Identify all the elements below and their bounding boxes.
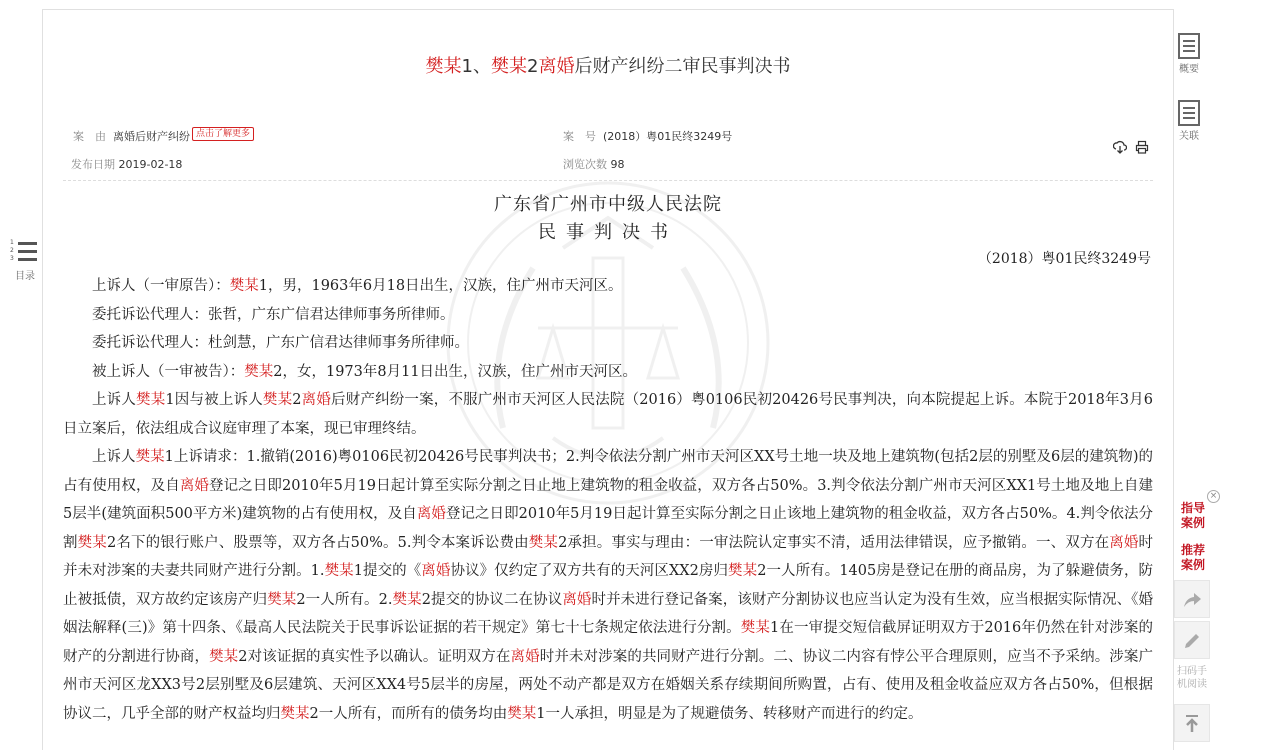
- case-number-label: 案 号: [563, 130, 596, 143]
- learn-more-button[interactable]: 点击了解更多: [192, 127, 254, 141]
- view-count: [563, 156, 625, 172]
- highlight-term: 离婚: [562, 591, 592, 608]
- highlight-term: 樊某: [209, 648, 239, 665]
- highlight-term: 离婚: [301, 392, 332, 408]
- toc-toggle[interactable]: [10, 239, 40, 282]
- back-to-top-button[interactable]: [1174, 704, 1210, 742]
- meta-divider: [63, 180, 1153, 181]
- judgment-body: [63, 272, 1153, 728]
- paragraph-p5: [63, 386, 1153, 443]
- toc-label: 目录: [15, 271, 35, 282]
- text-segment: 登记之日即2010年5月19日起计算至实际分割之日止该地上建筑物的租金收益，双方各占50%。4.判令依法分割: [63, 506, 1154, 551]
- text-segment: 委托诉讼代理人：张哲，广东广信君达律师事务所律师。: [92, 306, 455, 323]
- case-number: [563, 128, 732, 144]
- document-title: 樊某1、樊某2离婚后财产纠纷二审民事判决书: [425, 56, 791, 77]
- document-icon: [1178, 33, 1200, 59]
- case-number-value: (2018）粤01民终3249号: [603, 130, 733, 143]
- highlight-term: 樊某: [324, 563, 354, 579]
- recommended-cases-link[interactable]: 推荐案例: [1180, 543, 1205, 572]
- document-type: 民事判决书: [538, 222, 678, 243]
- highlight-term: 樊某: [392, 591, 422, 608]
- publish-date-value: 2019-02-18: [118, 158, 183, 171]
- view-count-value: 98: [610, 158, 625, 171]
- text-segment: 上诉人: [92, 392, 137, 408]
- edit-button[interactable]: [1174, 621, 1210, 659]
- text-segment: 2对该证据的真实性予以确认。证明双方在: [238, 648, 511, 665]
- paragraph-p3: [63, 329, 1153, 358]
- text-segment: 2一人所有，而所有的债务均由: [309, 705, 508, 722]
- share-icon: [1181, 589, 1203, 611]
- highlight-term: 樊某: [728, 563, 758, 579]
- text-segment: 2一人所有。1405房是登记在册的商品房，为了躲避债务，防止被抵债，双方故约定该房产归: [63, 563, 1154, 608]
- print-icon[interactable]: [1135, 143, 1149, 158]
- text-segment: 上诉人（一审原告）：: [92, 278, 230, 294]
- highlight-term: 离婚: [416, 506, 446, 522]
- text-segment: 1，男，1963年6月18日出生，汉族，住广州市天河区。: [258, 278, 623, 294]
- pencil-icon: [1181, 630, 1203, 652]
- paragraph-p6: [63, 443, 1153, 728]
- guide-cases-link[interactable]: 指导案例: [1180, 501, 1205, 530]
- highlight-term: 樊某: [507, 705, 537, 722]
- text-segment: 时并未对涉案的共同财产进行分割。二、协议二内容有悖公平合理原则，应当不予采纳。涉案广州市天河区龙XX3号2层别墅及6层建筑、天河区XX4号5层半的房屋，两处不动产都是双方在婚姻关系存续期间所购置，占有、使用及租金收益应双方各占50%，但根据协议二，几乎全部的财产权益均归: [63, 648, 1154, 722]
- publish-date: [71, 156, 182, 172]
- highlight-term: 樊某: [262, 392, 293, 408]
- highlight-term: 离婚: [1109, 534, 1139, 551]
- download-icon[interactable]: [1113, 143, 1131, 158]
- paragraph-p4: [63, 358, 1153, 387]
- summary-button[interactable]: [1174, 33, 1204, 75]
- close-icon[interactable]: ×: [1207, 490, 1220, 503]
- text-segment: 1上诉请求：1.撤销(2016)粤0106民初20426号民事判决书；2.判令依法分割广州市天河区XX号土地一块及地上建筑物(包括2层的别墅及6层的建筑物)的占有使用权，及自: [63, 449, 1154, 494]
- text-segment: 2承担。事实与理由：一审法院认定事实不清，适用法律错误，应予撤销。一、双方在: [558, 534, 1110, 551]
- text-segment: 2名下的银行账户、股票等，双方各占50%。5.判令本案诉讼费由: [106, 534, 529, 551]
- document-icon: [1178, 100, 1200, 126]
- text-segment: 委托诉讼代理人：杜剑慧，广东广信君达律师事务所律师。: [92, 335, 469, 351]
- share-button[interactable]: [1174, 580, 1210, 618]
- text-segment: 1提交的《: [353, 563, 422, 579]
- highlight-term: 樊某: [267, 591, 297, 608]
- highlight-term: 樊某: [77, 534, 107, 551]
- highlight-term: 离婚: [179, 477, 210, 494]
- document-number: （2018）粤01民终3249号: [977, 251, 1151, 267]
- related-label: 关联: [1179, 131, 1199, 142]
- highlight-term: 樊某: [229, 278, 259, 294]
- text-segment: 1在一审提交短信截屏证明双方于2016年仍然在针对涉案的财产的分割进行协商，: [63, 620, 1154, 665]
- highlight-term: 樊某: [280, 705, 310, 722]
- highlight-term: 樊某: [528, 534, 559, 551]
- summary-label: 概要: [1179, 64, 1199, 75]
- text-segment: 协议》仅约定了双方共有的天河区XX2房归: [450, 563, 729, 579]
- text-segment: 1一人承担，明显是为了规避债务、转移财产而进行的约定。: [536, 705, 923, 722]
- text-segment: 2一人所有。2.: [296, 591, 393, 608]
- text-segment: 时并未进行登记备案，该财产分割协议也应当认定为没有生效，应当根据实际情况、《婚姻法解释(三)》第十四条、《最高人民法院关于民事诉讼证据的若干规定》第七十七条规定依法进行分割。: [63, 591, 1154, 636]
- arrow-up-icon: [1181, 712, 1203, 734]
- highlight-term: 樊某: [136, 392, 166, 408]
- related-button[interactable]: [1174, 100, 1204, 142]
- paragraph-p2: [63, 301, 1153, 330]
- doc-tools: [1109, 140, 1149, 158]
- text-segment: 时并未对涉案的夫妻共同财产进行分割。1.: [63, 534, 1154, 579]
- publish-date-label: 发布日期: [71, 158, 115, 171]
- paragraph-p1: [63, 272, 1153, 301]
- highlight-term: 离婚: [510, 648, 540, 665]
- highlight-term: 樊某: [244, 363, 274, 380]
- text-segment: 2，女，1973年8月11日出生，汉族，住广州市天河区。: [273, 363, 638, 380]
- highlight-term: 樊某: [135, 449, 165, 465]
- text-segment: 1因与被上诉人: [165, 392, 263, 408]
- text-segment: 登记之日即2010年5月19日起计算至实际分割之日止地上建筑物的租金收益，双方各占50%。3.判令依法分割广州市天河区XX1号土地及地上自建5层半(建筑面积500平方米)建筑物的占有使用权，及自: [63, 477, 1154, 522]
- text-segment: 上诉人: [92, 449, 136, 465]
- text-segment: 被上诉人（一审被告）：: [92, 363, 245, 380]
- case-cause-label: 案 由: [73, 130, 106, 143]
- case-cause-value: 离婚后财产纠纷: [113, 130, 190, 143]
- highlight-term: 樊某: [740, 620, 771, 636]
- view-count-label: 浏览次数: [563, 158, 607, 171]
- text-segment: 2: [292, 392, 302, 408]
- document-card: [42, 9, 1174, 750]
- court-name: 广东省广州市中级人民法院: [494, 194, 722, 215]
- text-segment: 2提交的协议二在协议: [421, 591, 563, 608]
- text-segment: 后财产纠纷一案，不服广州市天河区人民法院（2016）粤0106民初20426号民事判决，向本院提起上诉。本院于2018年3月6日立案后，依法组成合议庭审理了本案，现已审理终结。: [63, 392, 1154, 437]
- highlight-term: 离婚: [421, 563, 451, 579]
- list-icon: 1 2 3: [10, 242, 38, 264]
- mobile-read-button[interactable]: 扫码手机阅读: [1177, 666, 1207, 690]
- case-cause: [73, 128, 254, 145]
